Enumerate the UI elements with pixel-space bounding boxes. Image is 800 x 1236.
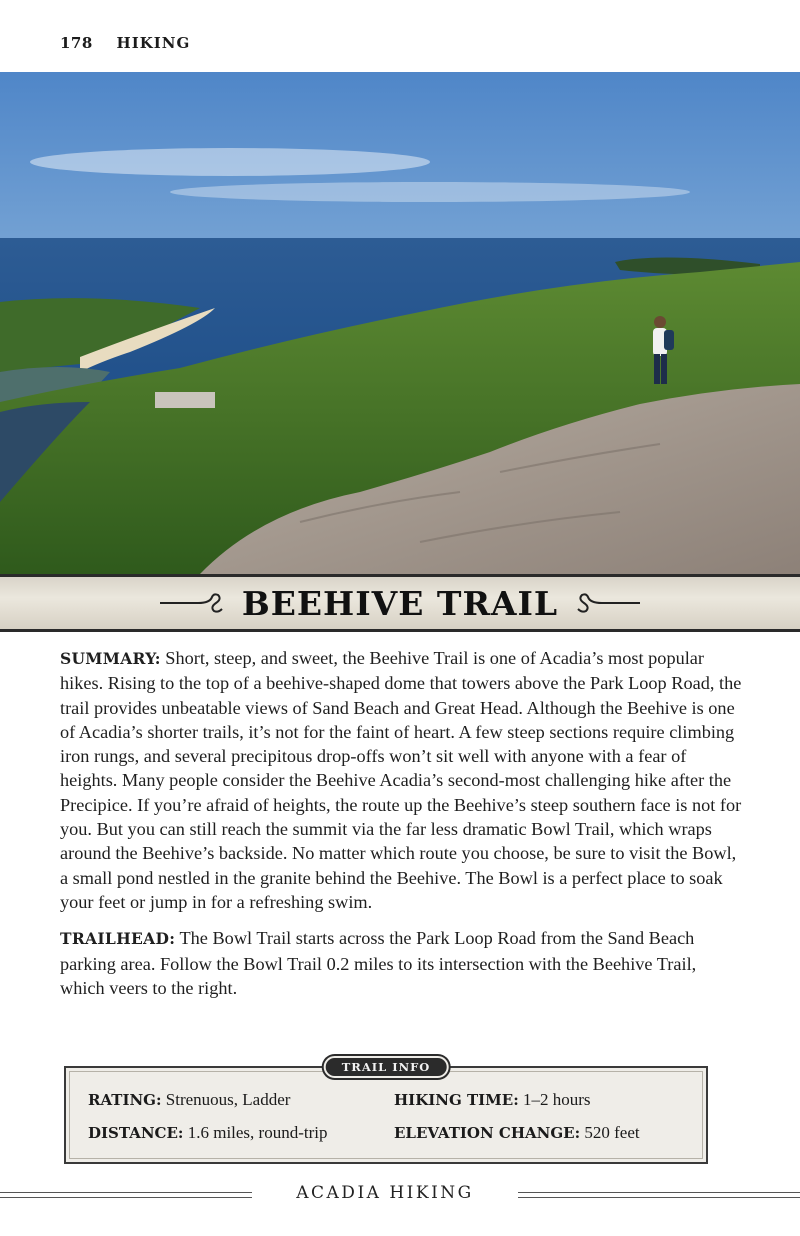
section-name: HIKING xyxy=(116,34,191,52)
trail-info-box xyxy=(64,1060,708,1164)
rating-value: Strenuous, Ladder xyxy=(161,1090,291,1109)
elevation-label: ELEVATION CHANGE: xyxy=(394,1124,581,1142)
footer-title: ACADIA HIKING xyxy=(296,1183,474,1203)
hiking-time-label: HIKING TIME: xyxy=(394,1091,519,1109)
distance-value: 1.6 miles, round-trip xyxy=(183,1123,328,1142)
rating-label: RATING: xyxy=(88,1091,162,1109)
body-text xyxy=(60,646,744,1012)
summary-text: Short, steep, and sweet, the Beehive Trail is one of Acadia’s most popular hikes. Rising to the top of a beehive-shaped dome that towers above the Park Loop Road, the trail provides unbeatable views of Sand Beach and Great Head. Although the Beehive is one of Acadia’s shorter trails, it’s not for the faint of heart. A few steep sections require climbing iron rungs, and several precipitous drop-offs won’t sit well with anyone with a fear of heights. Many people consider the Beehive Acadia’s second-most challenging hike after the Precipice. If you’re afraid of heights, the route up the Beehive’s steep southern face is not for you. But you can still reach the summit via the far less dramatic Bowl Trail, which wraps around the Beehive’s backside. No matter which route you choose, be sure to visit the Bowl, a small pond nestled in the granite behind the Beehive. The Bowl is a perfect place to soak your feet or jump in for a refreshing swim. xyxy=(60,648,742,912)
title-banner xyxy=(0,574,800,632)
trail-photo xyxy=(0,72,800,574)
trailhead-label: TRAILHEAD: xyxy=(60,929,176,949)
running-head xyxy=(60,34,190,52)
elevation-value: 520 feet xyxy=(580,1123,640,1142)
rating xyxy=(88,1090,394,1110)
footer-rule-right xyxy=(518,1192,800,1198)
trail-title: BEEHIVE TRAIL xyxy=(241,583,559,623)
right-ornament-icon xyxy=(572,591,642,615)
summary-label: SUMMARY: xyxy=(60,649,161,668)
page-number: 178 xyxy=(60,34,93,52)
distance xyxy=(88,1123,394,1143)
distance-label: DISTANCE: xyxy=(88,1124,184,1142)
summary-paragraph xyxy=(60,646,744,914)
trailhead-paragraph xyxy=(60,926,744,1000)
hiking-time-value: 1–2 hours xyxy=(518,1090,591,1109)
trailhead-text: The Bowl Trail starts across the Park Loop Road from the Sand Beach parking area. Follow the Bowl Trail 0.2 miles to its intersection with the Beehive Trail, which veers to the right. xyxy=(60,928,697,998)
elevation-change xyxy=(394,1123,640,1143)
trail-info-heading: TRAIL INFO xyxy=(324,1056,449,1078)
left-ornament-icon xyxy=(158,591,228,615)
info-row-2 xyxy=(88,1123,688,1143)
info-row-1 xyxy=(88,1090,688,1110)
footer-rule-left xyxy=(0,1192,252,1198)
hiking-time xyxy=(394,1090,591,1110)
